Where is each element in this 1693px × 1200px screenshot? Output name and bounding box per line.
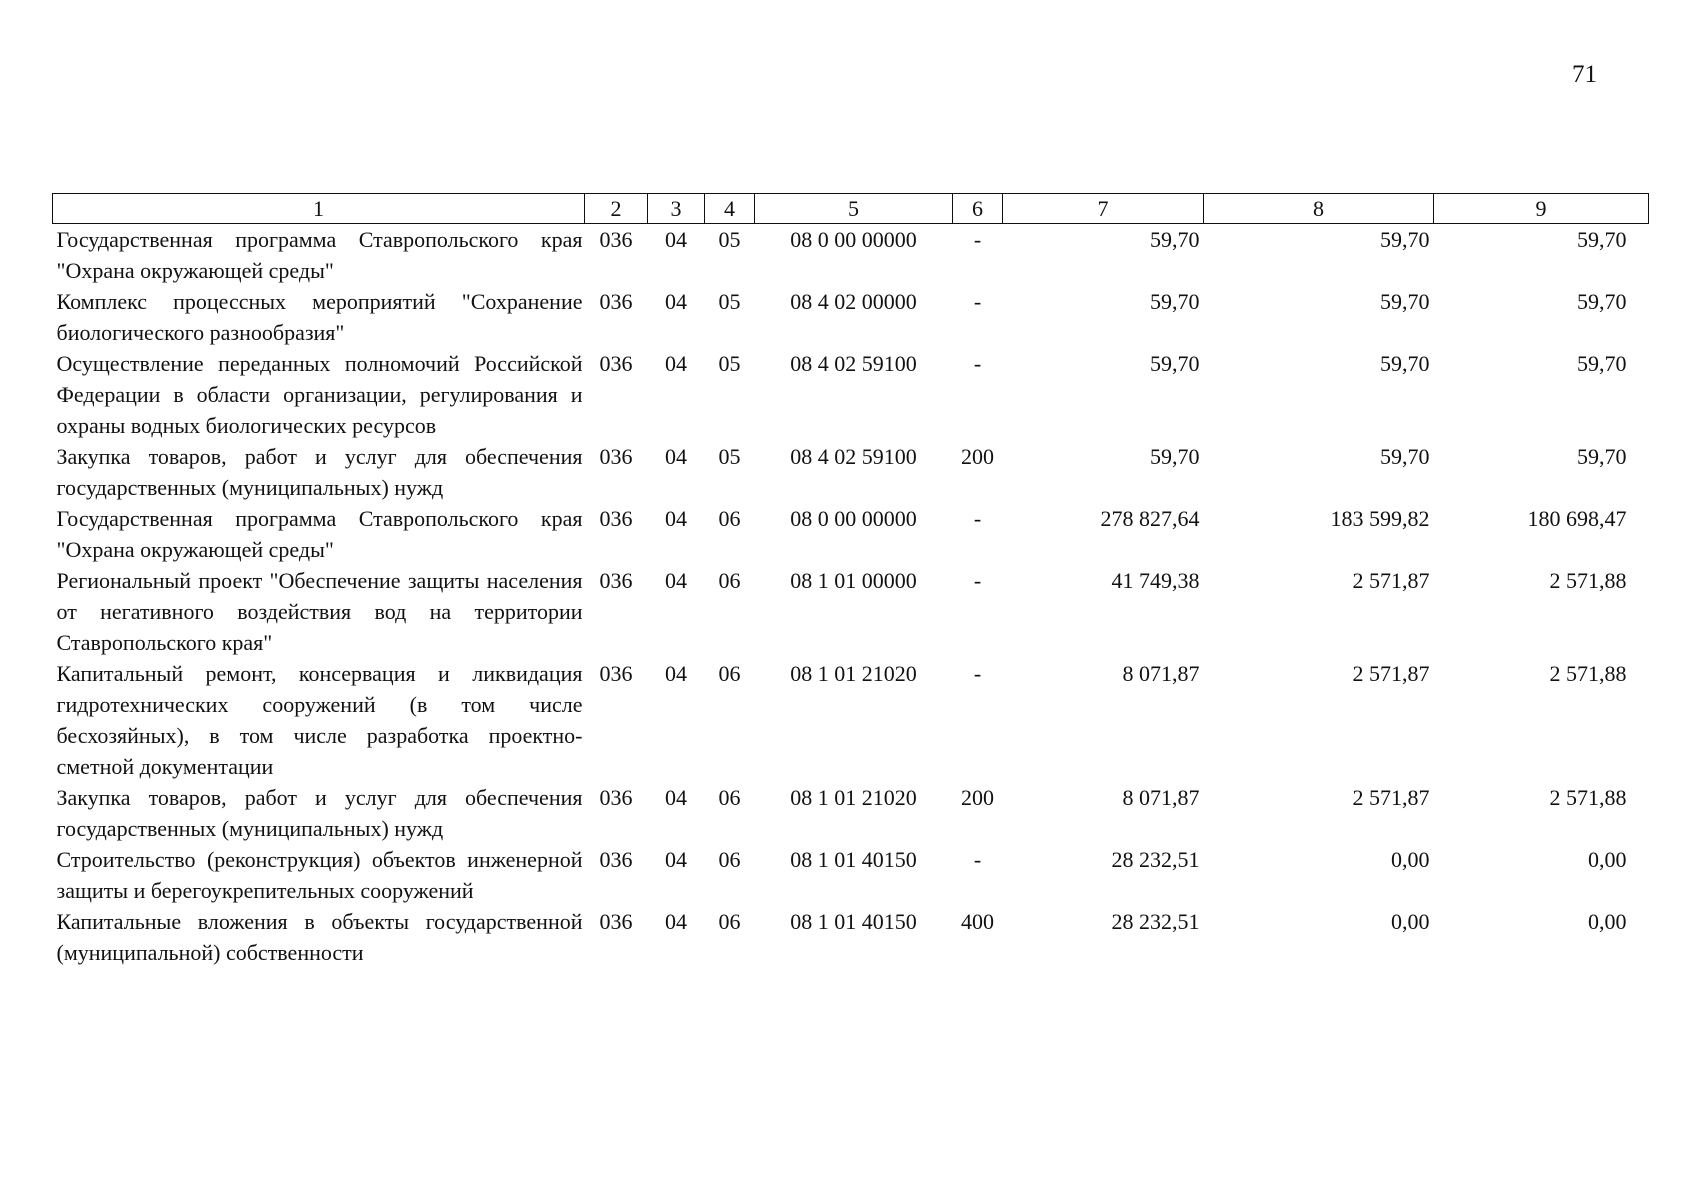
row-chapter-code: 036 xyxy=(599,909,633,934)
row-chapter-code: 036 xyxy=(599,506,633,531)
row-amount-col7: 28 232,51 xyxy=(1111,909,1200,934)
row-target-article: 08 1 01 40150 xyxy=(790,909,917,934)
header-cell-2: 2 xyxy=(585,194,648,224)
row-amount-col7: 8 071,87 xyxy=(1122,785,1200,810)
row-target-article: 08 1 01 00000 xyxy=(790,568,917,593)
row-chapter-code: 036 xyxy=(599,785,633,810)
row-target-article: 08 4 02 59100 xyxy=(790,444,917,469)
row-amount-col9: 2 571,88 xyxy=(1549,661,1627,686)
row-amount-col8: 2 571,87 xyxy=(1352,785,1430,810)
page-number: 71 xyxy=(1572,61,1597,88)
table-row xyxy=(53,224,1649,287)
row-name: Государственная программа Ставропольского края "Охрана окружающей среды" xyxy=(56,227,583,283)
header-cell-6: 6 xyxy=(953,194,1003,224)
row-amount-col8: 59,70 xyxy=(1380,227,1430,252)
row-chapter-code: 036 xyxy=(599,847,633,872)
row-amount-col9: 2 571,88 xyxy=(1549,568,1627,593)
row-name: Капитальный ремонт, консервация и ликвидация гидротехнических сооружений (в том числе бесхозяйных), в том числе разработка проектно-сметной документации xyxy=(56,661,583,779)
row-name: Осуществление переданных полномочий Российской Федерации в области организации, регулирования и охраны водных биологических ресурсов xyxy=(56,351,583,438)
row-subsection-code: 05 xyxy=(718,351,741,376)
row-target-article: 08 4 02 00000 xyxy=(790,289,917,314)
row-name: Государственная программа Ставропольского края "Охрана окружающей среды" xyxy=(56,506,583,562)
row-section-code: 04 xyxy=(665,661,687,686)
row-amount-col7: 59,70 xyxy=(1150,351,1200,376)
row-section-code: 04 xyxy=(665,289,687,314)
table-row xyxy=(53,658,1649,782)
row-section-code: 04 xyxy=(665,909,687,934)
row-subsection-code: 06 xyxy=(718,785,741,810)
row-target-article: 08 1 01 40150 xyxy=(790,847,917,872)
table-row xyxy=(53,844,1649,906)
row-amount-col9: 59,70 xyxy=(1577,351,1627,376)
row-name: Закупка товаров, работ и услуг для обеспечения государственных (муниципальных) нужд xyxy=(56,785,583,841)
row-expense-type: - xyxy=(973,847,982,872)
header-cell-5: 5 xyxy=(755,194,953,224)
row-amount-col7: 59,70 xyxy=(1150,227,1200,252)
row-section-code: 04 xyxy=(665,444,687,469)
row-amount-col7: 278 827,64 xyxy=(1100,506,1200,531)
row-section-code: 04 xyxy=(665,506,687,531)
row-expense-type: - xyxy=(973,351,982,376)
row-name: Комплекс процессных мероприятий "Сохранение биологического разнообразия" xyxy=(56,289,583,345)
row-amount-col8: 2 571,87 xyxy=(1352,661,1430,686)
row-name: Строительство (реконструкция) объектов инженерной защиты и берегоукрепительных сооружений xyxy=(56,847,583,903)
budget-table xyxy=(52,193,1649,968)
table-row xyxy=(53,503,1649,565)
row-section-code: 04 xyxy=(665,785,687,810)
row-target-article: 08 0 00 00000 xyxy=(790,227,917,252)
row-amount-col8: 0,00 xyxy=(1391,847,1430,872)
row-section-code: 04 xyxy=(665,568,687,593)
table-row xyxy=(53,782,1649,844)
row-amount-col8: 2 571,87 xyxy=(1352,568,1430,593)
row-expense-type: 400 xyxy=(961,909,994,934)
row-chapter-code: 036 xyxy=(599,227,633,252)
table-row xyxy=(53,565,1649,658)
row-expense-type: - xyxy=(973,506,982,531)
table-row xyxy=(53,286,1649,348)
row-amount-col9: 180 698,47 xyxy=(1527,506,1627,531)
row-amount-col9: 0,00 xyxy=(1588,847,1627,872)
row-target-article: 08 0 00 00000 xyxy=(790,506,917,531)
row-section-code: 04 xyxy=(665,847,687,872)
row-subsection-code: 06 xyxy=(718,568,741,593)
row-name: Региональный проект "Обеспечение защиты населения от негативного воздействия вод на территории Ставропольского края" xyxy=(56,568,583,655)
row-name: Закупка товаров, работ и услуг для обеспечения государственных (муниципальных) нужд xyxy=(56,444,583,500)
row-subsection-code: 05 xyxy=(718,289,741,314)
row-amount-col8: 59,70 xyxy=(1380,289,1430,314)
row-expense-type: 200 xyxy=(961,785,994,810)
row-subsection-code: 06 xyxy=(718,847,741,872)
row-amount-col9: 59,70 xyxy=(1577,289,1627,314)
row-amount-col7: 59,70 xyxy=(1150,289,1200,314)
table-header xyxy=(53,194,1649,224)
row-chapter-code: 036 xyxy=(599,289,633,314)
header-cell-4: 4 xyxy=(705,194,755,224)
row-subsection-code: 06 xyxy=(718,909,741,934)
row-amount-col8: 0,00 xyxy=(1391,909,1430,934)
row-subsection-code: 05 xyxy=(718,227,741,252)
row-subsection-code: 06 xyxy=(718,661,741,686)
row-amount-col7: 41 749,38 xyxy=(1111,568,1200,593)
row-amount-col8: 183 599,82 xyxy=(1330,506,1430,531)
row-section-code: 04 xyxy=(665,351,687,376)
row-amount-col9: 59,70 xyxy=(1577,227,1627,252)
row-expense-type: - xyxy=(973,568,982,593)
row-expense-type: 200 xyxy=(961,444,994,469)
row-amount-col7: 59,70 xyxy=(1150,444,1200,469)
row-name: Капитальные вложения в объекты государственной (муниципальной) собственности xyxy=(56,909,583,965)
header-row xyxy=(53,194,1649,224)
table-row xyxy=(53,348,1649,441)
row-chapter-code: 036 xyxy=(599,444,633,469)
row-target-article: 08 1 01 21020 xyxy=(790,661,917,686)
row-amount-col9: 2 571,88 xyxy=(1549,785,1627,810)
row-chapter-code: 036 xyxy=(599,661,633,686)
row-section-code: 04 xyxy=(665,227,687,252)
table-row xyxy=(53,441,1649,503)
header-cell-8: 8 xyxy=(1204,194,1434,224)
table-body xyxy=(53,224,1649,969)
row-amount-col9: 0,00 xyxy=(1588,909,1627,934)
row-amount-col9: 59,70 xyxy=(1577,444,1627,469)
row-target-article: 08 1 01 21020 xyxy=(790,785,917,810)
row-amount-col8: 59,70 xyxy=(1380,351,1430,376)
header-cell-1: 1 xyxy=(53,194,585,224)
row-subsection-code: 06 xyxy=(718,506,741,531)
row-expense-type: - xyxy=(973,661,982,686)
row-chapter-code: 036 xyxy=(599,351,633,376)
row-expense-type: - xyxy=(973,227,982,252)
row-chapter-code: 036 xyxy=(599,568,633,593)
row-expense-type: - xyxy=(973,289,982,314)
row-subsection-code: 05 xyxy=(718,444,741,469)
row-amount-col7: 28 232,51 xyxy=(1111,847,1200,872)
header-cell-9: 9 xyxy=(1434,194,1649,224)
header-cell-3: 3 xyxy=(648,194,705,224)
header-cell-7: 7 xyxy=(1003,194,1204,224)
row-target-article: 08 4 02 59100 xyxy=(790,351,917,376)
row-amount-col8: 59,70 xyxy=(1380,444,1430,469)
row-amount-col7: 8 071,87 xyxy=(1122,661,1200,686)
table-row xyxy=(53,906,1649,968)
